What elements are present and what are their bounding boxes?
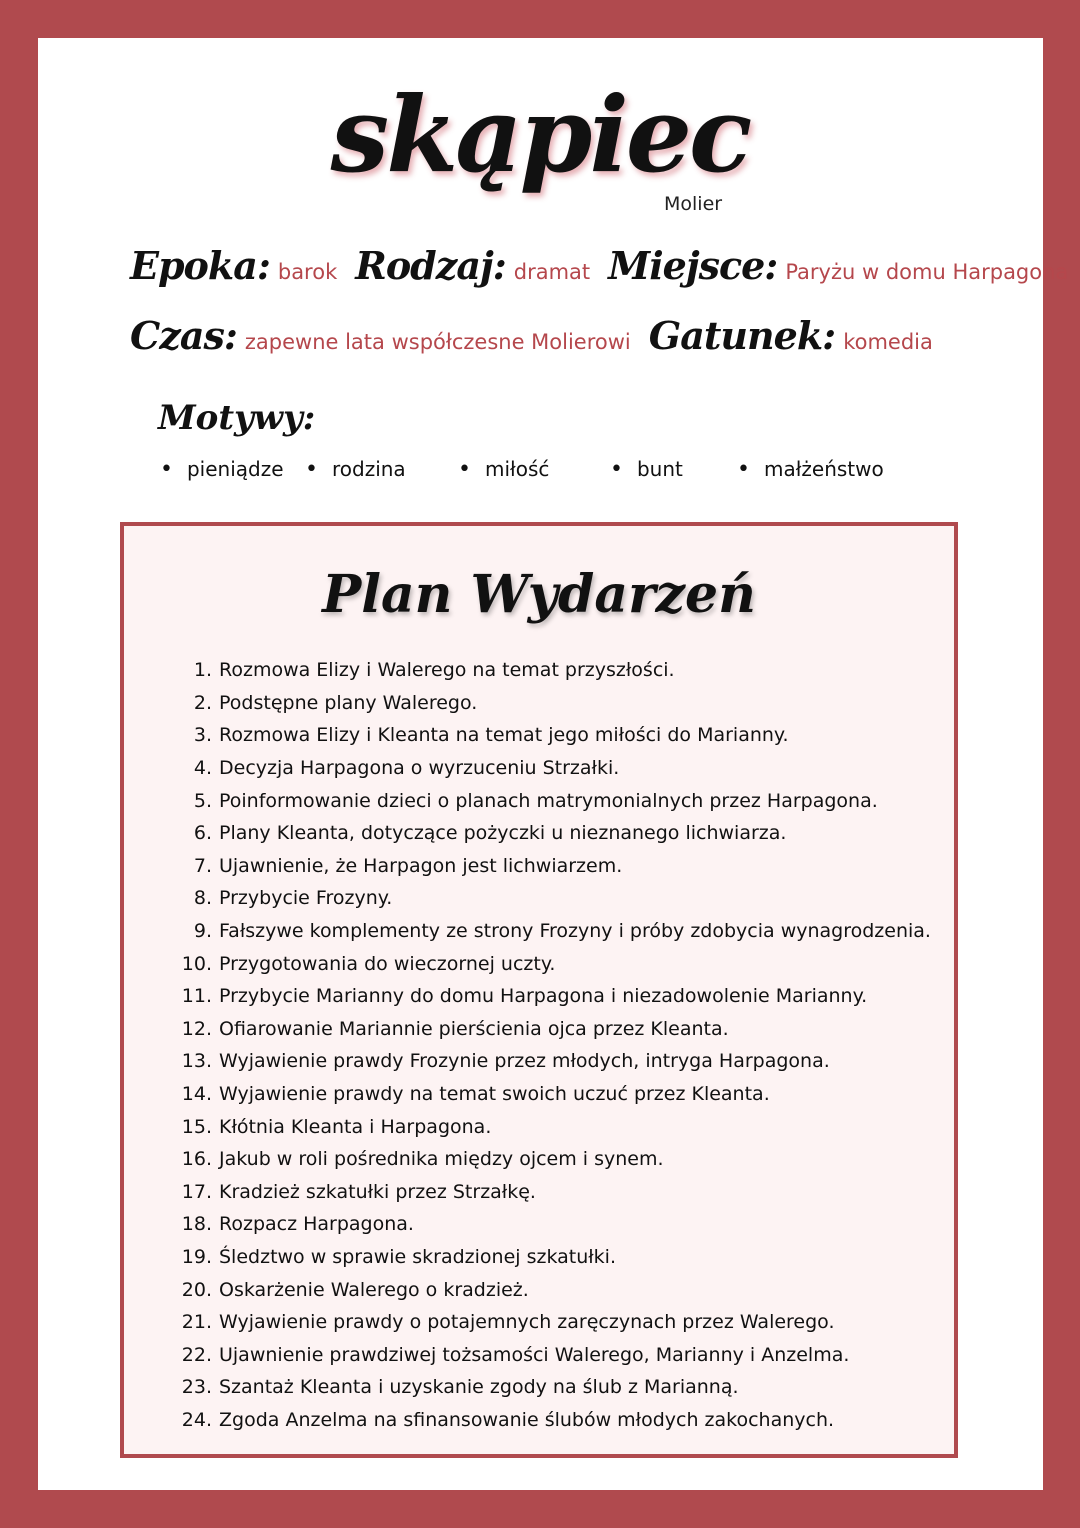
motif-item: • bunt: [610, 457, 683, 482]
plan-item: [164, 784, 931, 817]
plan-item-text: Rozmowa Elizy i Walerego na temat przyszłości.: [219, 659, 675, 682]
plan-item-number: 3.: [193, 724, 212, 747]
plan-item-number: 13.: [181, 1050, 212, 1073]
plan-item: [164, 1208, 931, 1241]
page-title: skąpiec: [330, 73, 750, 196]
plan-item-text: Wyjawienie prawdy o potajemnych zaręczynach przez Walerego.: [219, 1311, 835, 1334]
plan-item: [164, 1273, 931, 1306]
plan-item-text: Fałszywe komplementy ze strony Frozyny i próby zdobycia wynagrodzenia.: [219, 920, 931, 943]
plan-item: [164, 752, 931, 785]
plan-item: [164, 1404, 931, 1437]
plan-item-number: 12.: [181, 1017, 212, 1040]
plan-item-number: 16.: [181, 1148, 212, 1171]
info-row-2: [130, 313, 951, 358]
author: Molier: [664, 193, 723, 215]
plan-item: [164, 980, 931, 1013]
miejsce-value: Paryżu w domu Harpagona: [785, 260, 1069, 284]
plan-item-number: 10.: [181, 952, 212, 975]
gatunek-value: komedia: [843, 330, 933, 354]
plan-item-number: 24.: [181, 1408, 212, 1431]
plan-item-text: Rozpacz Harpagona.: [219, 1213, 414, 1236]
plan-item-number: 21.: [181, 1311, 212, 1334]
plan-item-number: 5.: [193, 789, 212, 812]
epoka-value: barok: [277, 260, 338, 284]
plan-item-text: Kradzież szkatułki przez Strzałkę.: [219, 1180, 536, 1203]
plan-item-text: Szantaż Kleanta i uzyskanie zgody na ślub z Marianną.: [219, 1376, 739, 1399]
plan-item-text: Przybycie Marianny do domu Harpagona i niezadowolenie Marianny.: [219, 985, 868, 1008]
plan-item: [164, 1338, 931, 1371]
motif-item: • małżeństwo: [737, 457, 884, 482]
plan-item-number: 18.: [181, 1213, 212, 1236]
plan-item: [164, 1013, 931, 1046]
plan-item: [164, 719, 931, 752]
plan-item-text: Podstępne plany Walerego.: [219, 691, 478, 714]
rodzaj-label: Rodzaj:: [355, 243, 506, 288]
plan-item: [164, 1241, 931, 1274]
plan-item: [164, 1143, 931, 1176]
plan-item-text: Wyjawienie prawdy na temat swoich uczuć przez Kleanta.: [219, 1083, 770, 1106]
plan-item-text: Zgoda Anzelma na sfinansowanie ślubów młodych zakochanych.: [219, 1408, 835, 1431]
plan-item-text: Wyjawienie prawdy Frozynie przez młodych, intryga Harpagona.: [219, 1050, 830, 1073]
plan-item-number: 22.: [181, 1343, 212, 1366]
plan-item-number: 19.: [181, 1245, 212, 1268]
plan-item: [164, 687, 931, 720]
plan-item: [164, 850, 931, 883]
plan-item-text: Decyzja Harpagona o wyrzuceniu Strzałki.: [219, 757, 620, 780]
plan-item: [164, 1078, 931, 1111]
plan-item-text: Przygotowania do wieczornej uczty.: [219, 952, 556, 975]
rodzaj-value: dramat: [513, 260, 591, 284]
plan-item: [164, 1176, 931, 1209]
epoka-label: Epoka:: [130, 243, 270, 288]
plan-item-number: 2.: [193, 691, 212, 714]
motifs-heading: Motywy:: [158, 398, 316, 438]
plan-item: [164, 1306, 931, 1339]
plan-item-number: 6.: [193, 822, 212, 845]
info-row-1: [130, 243, 1080, 288]
plan-item-number: 7.: [193, 854, 212, 877]
plan-item: [164, 915, 931, 948]
plan-item: [164, 1045, 931, 1078]
motif-item: • pieniądze: [160, 457, 284, 482]
plan-item-text: Rozmowa Elizy i Kleanta na temat jego miłości do Marianny.: [219, 724, 789, 747]
plan-item-text: Przybycie Frozyny.: [219, 887, 393, 910]
plan-item-text: Plany Kleanta, dotyczące pożyczki u nieznanego lichwiarza.: [219, 822, 787, 845]
plan-item-text: Ofiarowanie Mariannie pierścienia ojca przez Kleanta.: [219, 1017, 729, 1040]
plan-item-number: 20.: [181, 1278, 212, 1301]
plan-item-number: 17.: [181, 1180, 212, 1203]
plan-item: [164, 1110, 931, 1143]
plan-item-number: 8.: [193, 887, 212, 910]
plan-item-number: 4.: [193, 757, 212, 780]
plan-item: [164, 817, 931, 850]
plan-item-number: 23.: [181, 1376, 212, 1399]
plan-title: Plan Wydarzeń: [322, 564, 756, 625]
plan-item: [164, 654, 931, 687]
gatunek-label: Gatunek:: [648, 313, 836, 358]
plan-item-number: 9.: [193, 920, 212, 943]
plan-list: [164, 654, 931, 1436]
miejsce-label: Miejsce:: [608, 243, 778, 288]
plan-item-text: Kłótnia Kleanta i Harpagona.: [219, 1115, 492, 1138]
plan-item-text: Śledztwo w sprawie skradzionej szkatułki.: [219, 1245, 616, 1268]
plan-item-text: Jakub w roli pośrednika między ojcem i synem.: [219, 1148, 664, 1171]
plan-item-number: 15.: [181, 1115, 212, 1138]
plan-item-number: 14.: [181, 1083, 212, 1106]
motif-item: • miłość: [458, 457, 549, 482]
plan-item: [164, 1371, 931, 1404]
plan-item-number: 1.: [193, 659, 212, 682]
plan-item: [164, 882, 931, 915]
plan-item-text: Ujawnienie prawdziwej tożsamości Walerego, Marianny i Anzelma.: [219, 1343, 850, 1366]
plan-item-text: Ujawnienie, że Harpagon jest lichwiarzem.: [219, 854, 623, 877]
czas-label: Czas:: [130, 313, 237, 358]
motif-item: • rodzina: [305, 457, 406, 482]
plan-item-text: Oskarżenie Walerego o kradzież.: [219, 1278, 529, 1301]
plan-item-text: Poinformowanie dzieci o planach matrymonialnych przez Harpagona.: [219, 789, 878, 812]
czas-value: zapewne lata współczesne Molierowi: [244, 330, 631, 354]
plan-box: [120, 522, 958, 1458]
plan-item: [164, 947, 931, 980]
plan-item-number: 11.: [181, 985, 212, 1008]
